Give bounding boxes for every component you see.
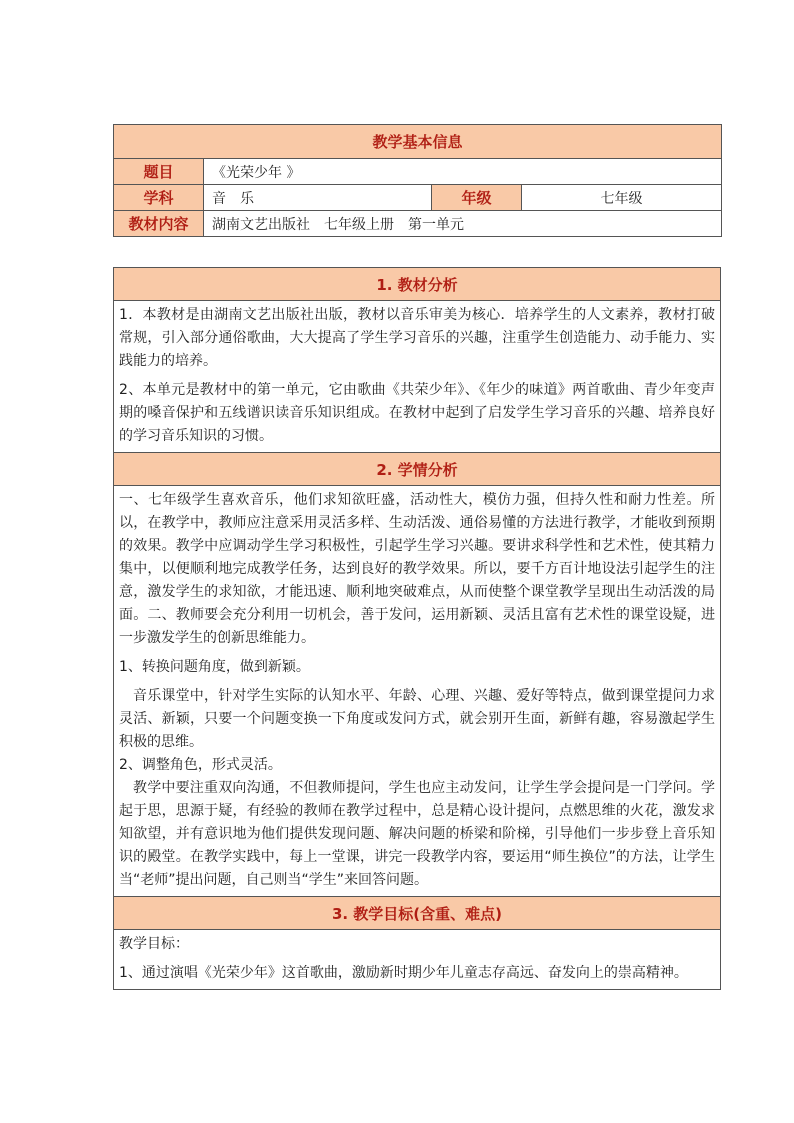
grade-value: 七年级 bbox=[522, 185, 722, 211]
section2-paragraph: 教学中要注重双向沟通，不但教师提问，学生也应主动发问，让学生学会提问是一门学问。学起于思，思源于疑，有经验的教师在教学过程中，总是精心设计提问，点燃思维的火花，激发求知欲望，并有意识地为他们提供发现问题、解决问题的桥梁和阶梯，引导他们一步步登上音乐知识的殿堂。在教学实践中，每上一堂课，讲完一段教学内容，要运用“师生换位”的方法，让学生当“老师”提出问题，自己则当“学生”来回答问题。 bbox=[119, 780, 715, 888]
topic-label: 题目 bbox=[114, 159, 204, 185]
section2-paragraph: 1、转换问题角度，做到新颖。 bbox=[119, 659, 310, 675]
topic-value: 《光荣少年 》 bbox=[204, 159, 722, 185]
section2-body bbox=[114, 486, 721, 897]
material-value: 湖南文艺出版社 七年级上册 第一单元 bbox=[204, 211, 722, 237]
section1-body bbox=[114, 301, 721, 453]
section3-body bbox=[114, 930, 721, 990]
section2-title: 2. 学情分析 bbox=[114, 453, 721, 486]
material-label: 教材内容 bbox=[114, 211, 204, 237]
section3-title: 3. 教学目标(含重、难点) bbox=[114, 897, 721, 930]
section2-paragraph: 音乐课堂中，针对学生实际的认知水平、年龄、心理、兴趣、爱好等特点，做到课堂提问力求灵活、新颖，只要一个问题变换一下角度或发问方式，就会别开生面，新鲜有趣，容易激起学生积极的思维。 bbox=[119, 688, 715, 750]
section3-paragraph: 教学目标： bbox=[119, 936, 189, 952]
section2-paragraph: 一、七年级学生喜欢音乐，他们求知欲旺盛，活动性大，模仿力强，但持久性和耐力性差。所以，在教学中，教师应注意采用灵活多样、生动活泼、通俗易懂的方法进行教学，才能收到预期的效果。教学中应调动学生学习积极性，引起学生学习兴趣。要讲求科学性和艺术性，使其精力集中，以便顺利地完成教学任务，达到良好的教学效果。所以，要千方百计地设法引起学生的注意，激发学生的求知欲，才能迅速、顺利地突破难点，从而使整个课堂教学呈现出生动活泼的局面。二、教师要会充分利用一切机会，善于发问，运用新颖、灵活且富有艺术性的课堂设疑，进一步激发学生的创新思维能力。 bbox=[119, 492, 715, 646]
basic-info-table bbox=[113, 124, 722, 237]
subject-value: 音 乐 bbox=[204, 185, 432, 211]
subject-label: 学科 bbox=[114, 185, 204, 211]
section1-paragraph: 1．本教材是由湖南文艺出版社出版，教材以音乐审美为核心．培养学生的人文素养，教材打破常规，引入部分通俗歌曲，大大提高了学生学习音乐的兴趣，注重学生创造能力、动手能力、实践能力的培养。 bbox=[119, 307, 715, 369]
section2-paragraph: 2、调整角色，形式灵活。 bbox=[119, 757, 282, 773]
section1-title: 1. 教材分析 bbox=[114, 268, 721, 301]
analysis-table bbox=[113, 267, 721, 990]
section3-paragraph: 1、通过演唱《光荣少年》这首歌曲，激励新时期少年儿童志存高远、奋发向上的崇高精神。 bbox=[119, 965, 688, 981]
grade-label: 年级 bbox=[432, 185, 522, 211]
section1-paragraph: 2、本单元是教材中的第一单元，它由歌曲《共荣少年》、《年少的味道》两首歌曲、青少年变声期的嗓音保护和五线谱识读音乐知识组成。在教材中起到了启发学生学习音乐的兴趣、培养良好的学习音乐知识的习惯。 bbox=[119, 382, 715, 444]
basic-info-title: 教学基本信息 bbox=[114, 125, 722, 159]
